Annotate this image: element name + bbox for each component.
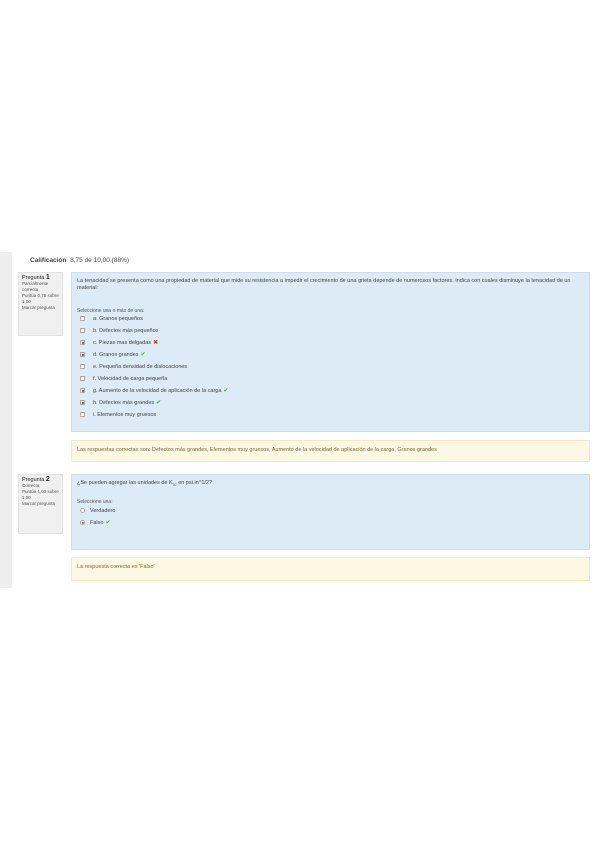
question-score: Puntúa 0,75 sobre 1,00 bbox=[22, 293, 59, 304]
question-status: Correcta bbox=[22, 483, 40, 488]
question-info-1 bbox=[18, 272, 63, 336]
check-icon: ✔ bbox=[223, 388, 229, 394]
checkbox[interactable] bbox=[80, 364, 85, 369]
check-icon: ✔ bbox=[140, 352, 146, 358]
feedback-2 bbox=[71, 557, 590, 581]
question-content-2 bbox=[71, 474, 590, 550]
check-icon: ✔ bbox=[156, 400, 162, 406]
correct-answer-text: La respuesta correcta es 'Falso' bbox=[77, 564, 155, 570]
check-icon: ✔ bbox=[105, 520, 111, 526]
checkbox-checked[interactable] bbox=[80, 340, 85, 345]
question-text: La tenacidad se presenta como una propiedad de material que mide su resistencia a impedir el crecimiento de una grieta depende de numerosos factores. Indica con cuales disminuye la tenacidad de un material: bbox=[77, 278, 571, 291]
answer-option-h[interactable]: h. Defectos más grandes ✔ bbox=[80, 399, 161, 407]
question-text: ¿Se pueden agregar las unidades de $K_{IC}$ en psi.in^1/2? bbox=[77, 480, 213, 488]
checkbox-checked[interactable] bbox=[80, 400, 85, 405]
checkbox[interactable] bbox=[80, 412, 85, 417]
grade-summary bbox=[30, 257, 129, 264]
answer-option-g[interactable]: g. Aumento de la velocidad de aplicación de la carga ✔ bbox=[80, 387, 228, 395]
radio-button-checked[interactable] bbox=[80, 520, 85, 525]
answer-prompt: Seleccione una o más de una: bbox=[77, 308, 145, 314]
grade-label: Calificación bbox=[30, 257, 67, 264]
checkbox-checked[interactable] bbox=[80, 388, 85, 393]
checkbox[interactable] bbox=[80, 376, 85, 381]
flag-question-link[interactable]: Marcar pregunta bbox=[22, 305, 56, 310]
question-content-1 bbox=[71, 272, 590, 432]
answer-option-e[interactable]: e. Pequeña densidad de dislocaciones bbox=[80, 363, 187, 371]
answer-option-i[interactable]: i. Elementos muy gruesos bbox=[80, 411, 156, 419]
feedback-1 bbox=[71, 440, 590, 462]
left-gutter bbox=[0, 252, 12, 588]
answer-option-d[interactable]: d. Granos grandes ✔ bbox=[80, 351, 146, 359]
radio-button[interactable] bbox=[80, 508, 85, 513]
answer-option-c[interactable]: c. Piezas mas delgadas ✖ bbox=[80, 339, 158, 347]
question-score: Puntúa 1,00 sobre 1,00 bbox=[22, 489, 59, 500]
checkbox[interactable] bbox=[80, 328, 85, 333]
answer-option-true[interactable]: Verdadero bbox=[80, 507, 115, 515]
checkbox[interactable] bbox=[80, 316, 85, 321]
correct-answer-text: Las respuestas correctas son: Defectos más grandes, Elementos muy gruesos, Aumento de la velocidad de aplicación de la carga, Granos grandes bbox=[77, 447, 437, 453]
question-title: Pregunta 2 bbox=[22, 476, 50, 483]
question-title: Pregunta 1 bbox=[22, 274, 50, 281]
cross-icon: ✖ bbox=[153, 340, 159, 346]
answer-option-b[interactable]: b. Defectos más pequeños bbox=[80, 327, 158, 335]
question-info-2 bbox=[18, 474, 63, 534]
answer-option-a[interactable]: a. Granos pequeños bbox=[80, 315, 143, 323]
grade-value: 8,75 de 10,00 (88%) bbox=[70, 257, 130, 264]
question-status: Parcialmente correcta bbox=[22, 281, 49, 292]
answer-prompt: Seleccione una: bbox=[77, 499, 113, 505]
flag-question-link[interactable]: Marcar pregunta bbox=[22, 501, 56, 506]
answer-option-f[interactable]: f. Velocidad de carga pequeña bbox=[80, 375, 167, 383]
checkbox-checked[interactable] bbox=[80, 352, 85, 357]
answer-option-false[interactable]: Falso ✔ bbox=[80, 519, 110, 527]
